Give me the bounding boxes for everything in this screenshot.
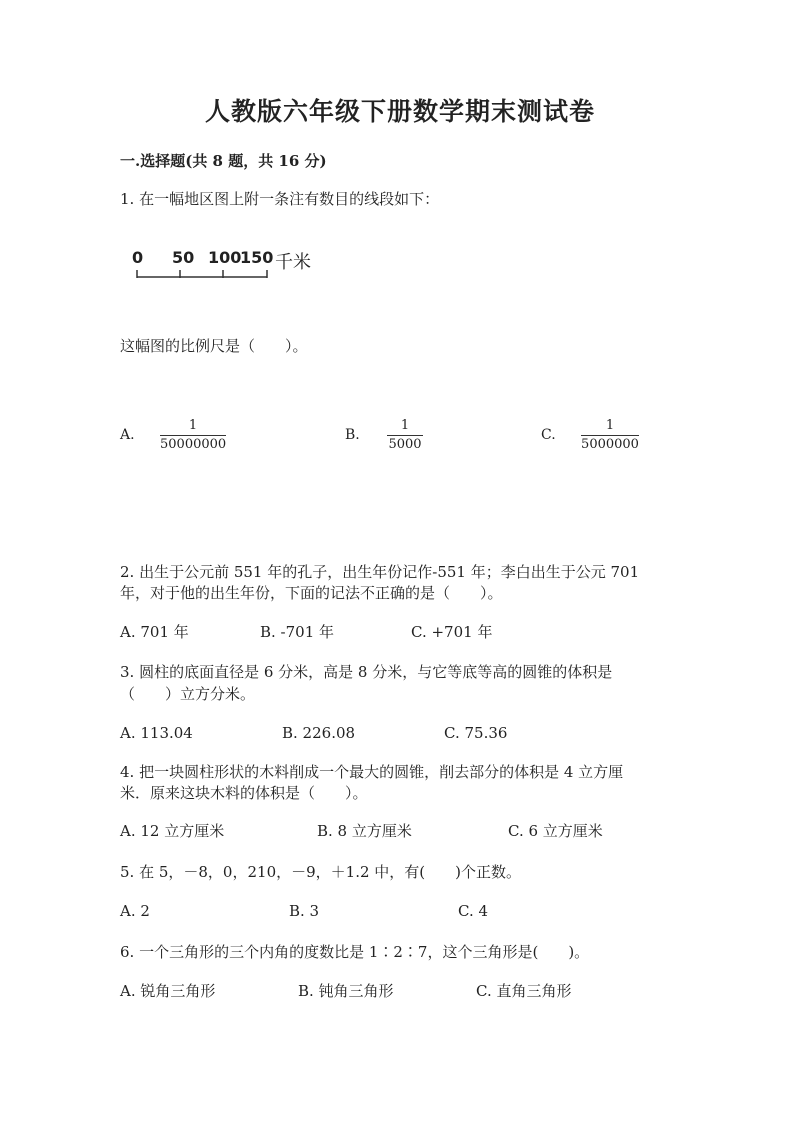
option-label: A.: [120, 427, 135, 443]
fraction-numerator: 1: [400, 418, 410, 433]
question-2-option-b[interactable]: B. -701 年: [260, 623, 335, 641]
scale-bar-figure: [132, 248, 332, 284]
question-4-option-b[interactable]: B. 8 立方厘米: [317, 822, 412, 840]
fraction: [387, 418, 423, 453]
question-3-option-c[interactable]: C. 75.36: [444, 724, 508, 742]
fraction-bar: [387, 435, 423, 436]
question-1-option-b[interactable]: [345, 418, 445, 458]
scale-unit: 千米: [275, 252, 311, 273]
question-6-line-1: 6. 一个三角形的三个内角的度数比是 1∶2∶7，这个三角形是( )。: [120, 943, 590, 961]
fraction-denominator: 5000: [388, 437, 422, 452]
question-3-option-a[interactable]: A. 113.04: [120, 724, 193, 742]
scale-label-50: 50: [172, 248, 195, 267]
fraction: [160, 418, 226, 453]
scale-label-150: 150: [240, 248, 274, 267]
question-3-option-b[interactable]: B. 226.08: [282, 724, 356, 742]
question-2-option-a[interactable]: A. 701 年: [120, 623, 189, 641]
option-label: B.: [345, 427, 360, 443]
question-6-option-a[interactable]: A. 锐角三角形: [120, 982, 216, 1000]
question-1-option-a[interactable]: [120, 418, 240, 458]
question-1-prompt: 这幅图的比例尺是（ ）。: [120, 337, 308, 355]
question-5-option-a[interactable]: A. 2: [120, 902, 150, 920]
question-2-option-c[interactable]: C. +701 年: [411, 623, 493, 641]
fraction: [581, 418, 639, 453]
question-3-line-2: （ ）立方分米。: [120, 685, 256, 703]
fraction-bar: [160, 435, 226, 436]
question-6-option-b[interactable]: B. 钝角三角形: [298, 982, 394, 1000]
fraction-numerator: 1: [188, 418, 198, 433]
scale-line: [132, 248, 272, 284]
question-4-line-1: 4. 把一块圆柱形状的木料削成一个最大的圆锥，削去部分的体积是 4 立方厘: [120, 763, 624, 781]
fraction-bar: [581, 435, 639, 436]
question-6-option-c[interactable]: C. 直角三角形: [476, 982, 572, 1000]
section-heading: 一.选择题(共 8 题，共 16 分): [120, 152, 327, 170]
question-4-option-a[interactable]: A. 12 立方厘米: [120, 822, 225, 840]
option-label: C.: [541, 427, 556, 443]
question-2-line-1: 2. 出生于公元前 551 年的孔子，出生年份记作-551 年；李白出生于公元 701: [120, 563, 640, 581]
scale-label-100: 100: [208, 248, 242, 267]
question-2-line-2: 年，对于他的出生年份，下面的记法不正确的是（ ）。: [120, 584, 503, 602]
fraction-denominator: 50000000: [160, 437, 227, 452]
fraction-numerator: 1: [605, 418, 615, 433]
scale-label-0: 0: [132, 248, 144, 267]
page-title: 人教版六年级下册数学期末测试卷: [204, 97, 595, 126]
question-4-option-c[interactable]: C. 6 立方厘米: [508, 822, 603, 840]
question-3-line-1: 3. 圆柱的底面直径是 6 分米，高是 8 分米，与它等底等高的圆锥的体积是: [120, 663, 613, 681]
fraction-denominator: 5000000: [581, 437, 639, 452]
question-5-option-c[interactable]: C. 4: [458, 902, 489, 920]
question-1-option-c[interactable]: [541, 418, 651, 458]
question-5-option-b[interactable]: B. 3: [289, 902, 320, 920]
question-4-line-2: 米．原来这块木料的体积是（ ）。: [120, 784, 368, 802]
question-5-line-1: 5. 在 5，－8，0，210，－9，＋1.2 中，有( )个正数。: [120, 863, 521, 881]
question-1-text: 1. 在一幅地区图上附一条注有数目的线段如下：: [120, 190, 440, 208]
